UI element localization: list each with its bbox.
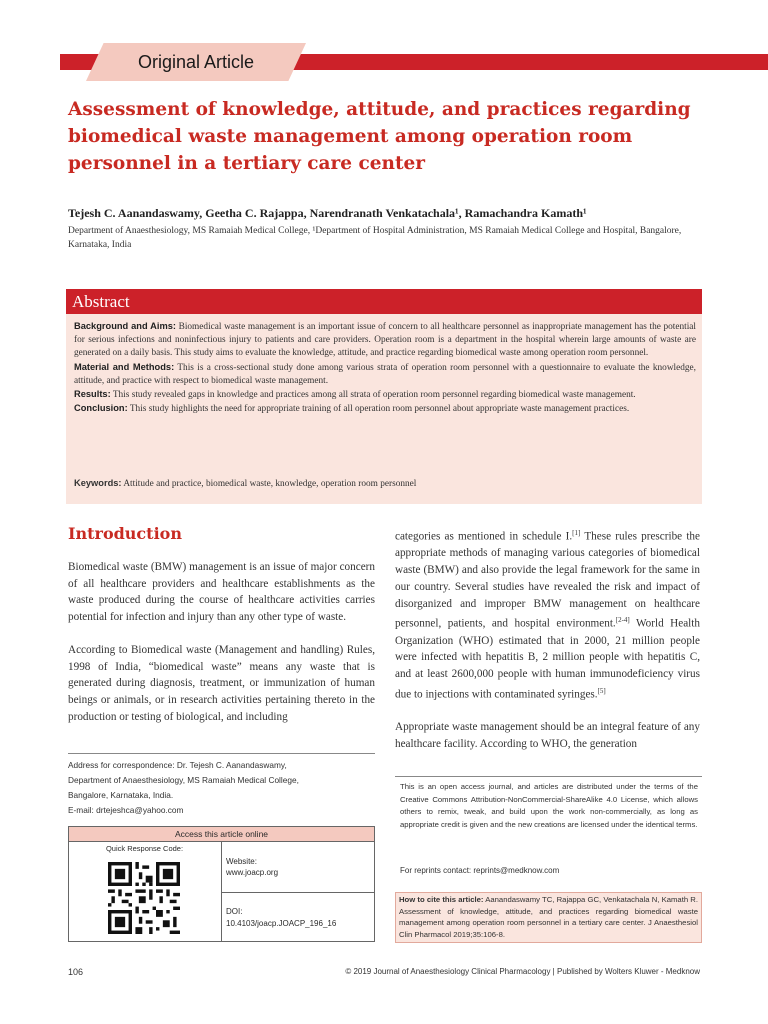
abstract-body [74,320,696,416]
body-left-column [68,559,375,741]
correspondence-email[interactable]: E-mail: drtejeshca@yahoo.com [68,805,184,815]
para3-text-b: These rules prescribe the appropriate methods of managing various categories of biomedical waste (BMW) and also provide the legal framework for the same in our country. Several studies have revealed the risk and impact of disorganized and improper BMW management on healthcare personnel, patients, and hospital environment. [395,530,700,630]
website-label: Website: [226,857,257,866]
abstract-methods-text: This is a cross-sectional study done among various strata of operation room personnel with a questionnaire to evaluate the knowledge, attitude, and practice with respect to biomedical waste management. [74,362,697,386]
abstract-results [74,388,696,402]
abstract-keywords [74,477,696,491]
page-number: 106 [68,967,84,977]
abstract-background-label: Background and Aims: [74,321,176,331]
correspondence-line-2: Department of Anaesthesiology, MS Ramaiah Medical College, [68,775,299,785]
doi-label: DOI: [226,907,243,916]
license-divider [395,776,702,777]
abstract-conclusion-text: This study highlights the need for appropriate training of all operation room personnel about appropriate waste management practices. [129,404,630,415]
citation-ref-2[interactable]: [2-4] [615,616,630,625]
access-divider-horizontal [221,892,375,893]
abstract-conclusion [74,402,696,416]
abstract-heading: Abstract [66,289,702,314]
journal-footer: © 2019 Journal of Anaesthesiology Clinical Pharmacology | Published by Wolters Kluwer - Medknow [345,967,700,976]
website-link[interactable]: www.joacp.org [226,868,279,877]
correspondence-line-1: Address for correspondence: Dr. Tejesh C. Aanandaswamy, [68,760,287,770]
citation-ref-3[interactable]: [5] [597,686,606,695]
body-right-column [395,525,700,769]
abstract-results-label: Results: [74,389,111,400]
correspondence-line-3: Bangalore, Karnataka, India. [68,790,174,800]
author-affiliation: Department of Anaesthesiology, MS Ramaiah Medical College, ¹Department of Hospital Administration, MS Ramaiah Medical College and Hospital, Bangalore, Karnataka, India [68,226,682,250]
correspondence-block [68,758,375,818]
abstract-conclusion-label: Conclusion: [74,403,128,414]
citation-text: Aanandaswamy TC, Rajappa GC, Venkatachala N, Kamath R. Assessment of knowledge, attitude, and practices regarding biomedical waste management among operation room personnel in a tertiary care center. J Anaesthesiol Clin Pharmacol 2019;35:106-8. [399,895,698,939]
qr-code-icon[interactable] [108,862,180,934]
keywords-text: Attitude and practice, biomedical waste, knowledge, operation room personnel [123,479,417,489]
intro-paragraph-1: Biomedical waste (BMW) management is an issue of major concern of all healthcare providers and healthcare establishments as the waste produced during the course of healthcare activities carries potential for infection and injury than any other type of waste. [68,561,375,624]
license-text: This is an open access journal, and articles are distributed under the terms of the Creative Commons Attribution-NonCommercial-ShareAlike 4.0 License, which allows others to remix, tweak, and build upon the work non-commercially, as long as appropriate credit is given and the new creations are licensed under the identical terms. [400,782,698,829]
introduction-heading: Introduction [68,524,182,543]
qr-label: Quick Response Code: [105,844,184,853]
citation-ref-1[interactable]: [1] [572,529,581,537]
citation-label: How to cite this article: [399,895,484,904]
keywords-label: Keywords: [74,478,122,488]
header-band [0,0,768,90]
doi-link[interactable]: 10.4103/joacp.JOACP_196_16 [226,919,337,928]
access-heading: Access this article online [68,826,375,842]
para3-text-c: World Health Organization (WHO) estimated that in 2000, 21 million people were infected with hepatitis B, 2 million people with hepatitis C, and at least 2600,000 people with human immunodeficiency virus due to injections with contaminated syringes. [395,617,700,701]
article-title: Assessment of knowledge, attitude, and practices regarding biomedical waste management among operation room personnel in a tertiary care center [68,99,691,174]
intro-paragraph-4: Appropriate waste management should be an integral feature of any healthcare facility. According to WHO, the generation [395,721,700,750]
author-list: Tejesh C. Aanandaswamy, Geetha C. Rajappa, Narendranath Venkatachala¹, Ramachandra Kamath¹ [68,206,587,220]
correspondence-divider [68,753,375,754]
para3-text-a: categories as mentioned in schedule I. [395,530,573,543]
intro-paragraph-2: According to Biomedical waste (Management and handling) Rules, 1998 of India, “biomedical waste” means any waste that is generated during diagnosis, treatment, or immunization of human beings or animals, or in research activities pertaining thereto in the production or testing of biological, and including [68,643,375,723]
article-type-label: Original Article [137,52,255,72]
abstract-methods [74,361,696,388]
abstract-background-text: Biomedical waste management is an important issue of concern to all healthcare personnel as inappropriate management has the potential for serious infections and noninfectious injury to patients and care providers. Operation room is a department in the hospital wherein large amounts of waste are generated on a daily basis. This study aims to evaluate the knowledge, attitude, and practice regarding biomedical waste among operation room personnel. [74,322,697,359]
abstract-methods-label: Material and Methods: [74,361,175,372]
intro-paragraph-3 [395,525,700,703]
abstract-background [74,320,696,361]
reprints-contact[interactable]: For reprints contact: reprints@medknow.com [400,866,560,875]
abstract-results-text: This study revealed gaps in knowledge and practices among all strata of operation room personnel regarding biomedical waste management. [112,390,636,401]
citation-text-block [399,894,698,940]
